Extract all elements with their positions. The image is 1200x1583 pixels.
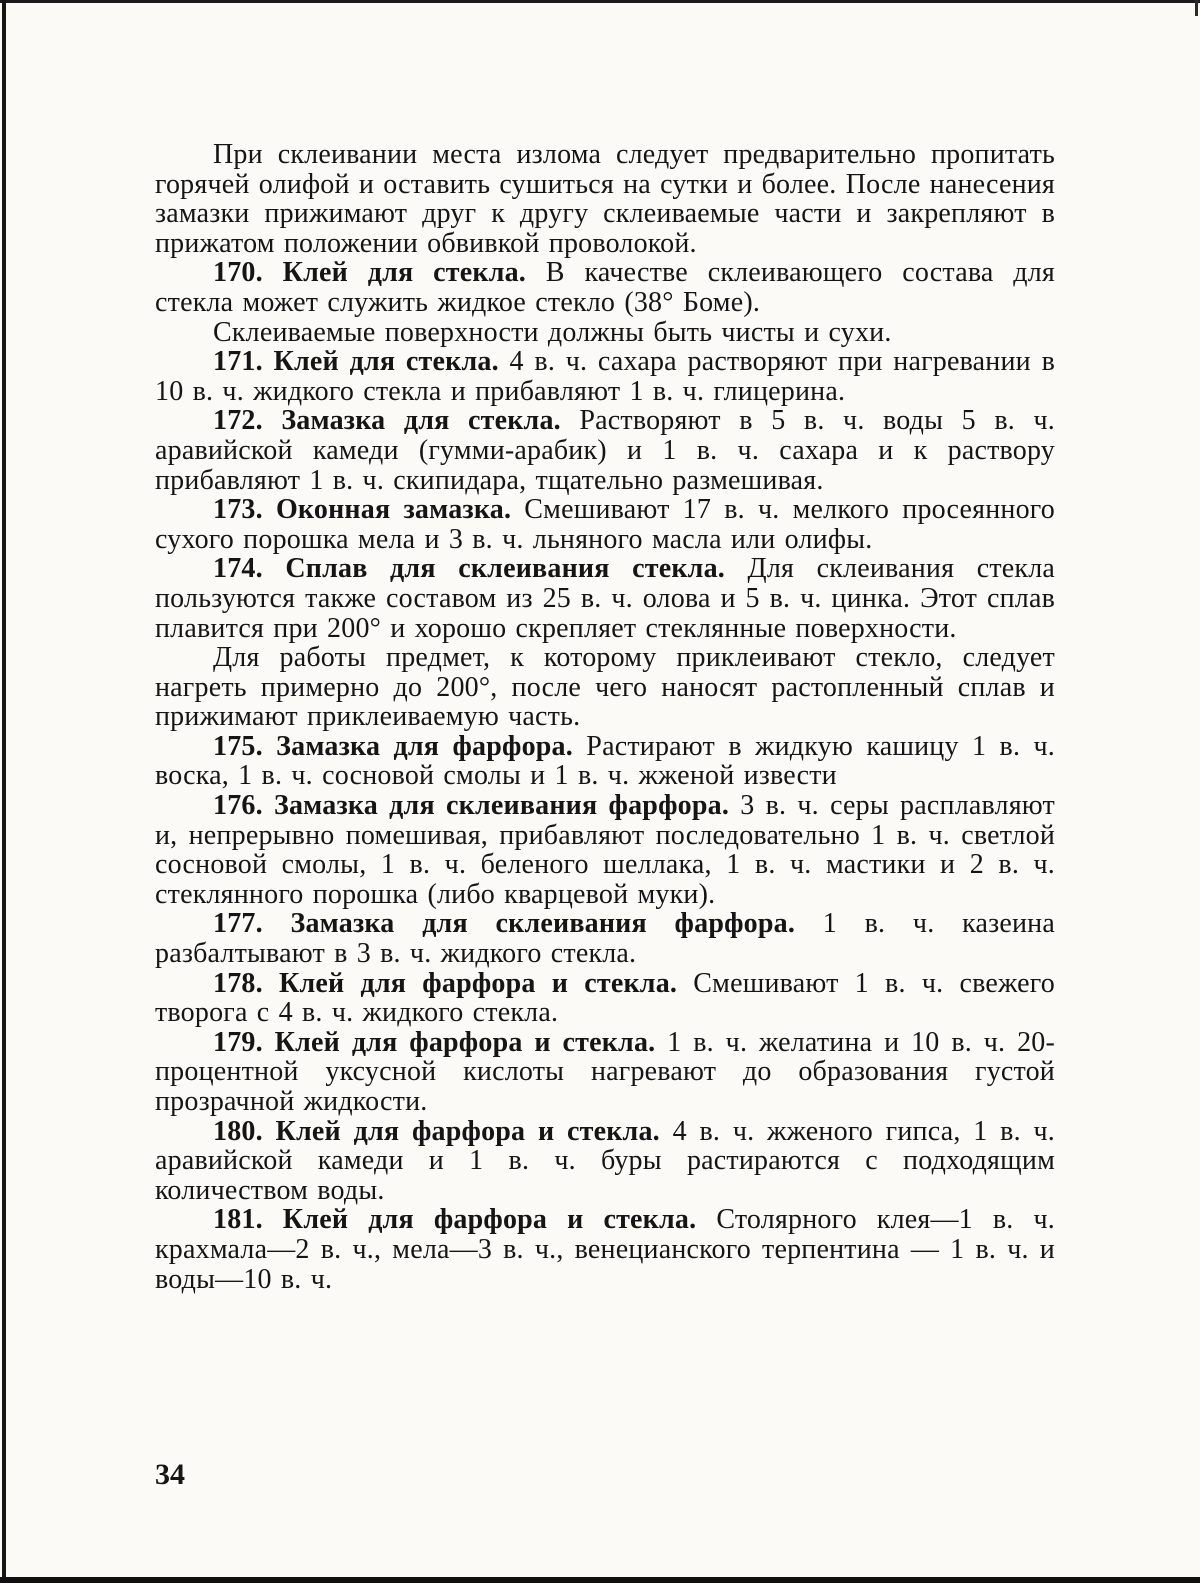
- paragraph-recipe-180: [155, 1117, 1055, 1206]
- paragraph-recipe-172: [155, 406, 1055, 495]
- recipe-heading: 172. Замазка для стекла.: [213, 405, 561, 437]
- recipe-heading: 180. Клей для фарфора и стекла.: [213, 1115, 660, 1147]
- paragraph-recipe-181: [155, 1205, 1055, 1294]
- paragraph-recipe-179: [155, 1028, 1055, 1117]
- recipe-heading: 174. Сплав для склеивания стекла.: [213, 553, 725, 585]
- recipe-heading: 177. Замазка для склеивания фарфора.: [213, 908, 796, 940]
- paragraph-recipe-176: [155, 791, 1055, 909]
- recipe-heading: 170. Клей для стекла.: [213, 257, 527, 289]
- paragraph-intro: [155, 140, 1055, 258]
- page-border-right: [1195, 0, 1198, 16]
- paragraph-recipe-170: [155, 258, 1055, 317]
- paragraph-text: Склеиваемые поверхности должны быть чисты и сухи.: [213, 316, 892, 348]
- paragraph-recipe-173: [155, 495, 1055, 554]
- paragraph-recipe-177: [155, 909, 1055, 968]
- paragraph-text: Для склеивания стекла пользуются также составом из 25 в. ч. олова и 5 в. ч. цинка. Этот сплав плавится при 200° и хорошо скрепляет стеклянные поверхности.: [155, 553, 1055, 644]
- recipe-heading: 179. Клей для фарфора и стекла.: [213, 1026, 656, 1058]
- page-border-bottom: [0, 1577, 1200, 1583]
- page-number: 34: [155, 1458, 185, 1491]
- paragraph-text: 1 в. ч. казеина разбалтывают в 3 в. ч. жидкого стекла.: [155, 908, 1055, 970]
- paragraph-text: Для работы предмет, к которому приклеивают стекло, следует нагреть примерно до 200°, после чего наносят растопленный сплав и прижимают приклеиваемую часть.: [155, 642, 1055, 733]
- recipe-heading: 176. Замазка для склеивания фарфора.: [213, 790, 730, 822]
- paragraph-text: При склеивании места излома следует предварительно пропитать горячей олифой и оставить сушиться на сутки и более. После нанесения замазки прижимают друг к другу склеиваемые части и закрепляют в прижатом положении обвивкой проволокой.: [155, 139, 1056, 259]
- recipe-heading: 181. Клей для фарфора и стекла.: [213, 1204, 697, 1236]
- paragraph-note: [155, 318, 1055, 348]
- recipe-heading: 175. Замазка для фарфора.: [213, 730, 573, 762]
- page-border-left: [2, 0, 6, 1583]
- paragraph-text: 4 в. ч. сахара растворяют при нагревании в 10 в. ч. жидкого стекла и прибавляют 1 в. ч. глицерина.: [155, 346, 1055, 407]
- paragraph-text: Смешивают 17 в. ч. мелкого просеянного сухого порошка мела и 3 в. ч. льняного масла или олифы.: [155, 494, 1055, 555]
- paragraph-text: Растирают в жидкую кашицу 1 в. ч. воска, 1 в. ч. сосновой смолы и 1 в. ч. жженой извести: [155, 730, 1055, 792]
- paragraph-text: В качестве склеивающего состава для стекла может служить жидкое стекло (38° Боме).: [155, 257, 1055, 318]
- recipe-heading: 173. Оконная замазка.: [213, 494, 512, 526]
- paragraph-recipe-178: [155, 969, 1055, 1028]
- paragraph-text: Смешивают 1 в. ч. свежего творога с 4 в. ч. жидкого стекла.: [155, 967, 1055, 1029]
- paragraph-text: 4 в. ч. жженого гипса, 1 в. ч. аравийской камеди и 1 в. ч. буры растираются с подходящим количеством воды.: [155, 1115, 1055, 1206]
- recipe-heading: 178. Клей для фарфора и стекла.: [213, 967, 678, 999]
- paragraph-note-174: [155, 643, 1055, 732]
- paragraph-text: 1 в. ч. желатина и 10 в. ч. 20-процентной уксусной кислоты нагревают до образования густой прозрачной жидкости.: [155, 1026, 1055, 1117]
- page-border-top: [0, 0, 1200, 3]
- paragraph-text: 3 в. ч. серы расплавляют и, непрерывно помешивая, прибавляют последовательно 1 в. ч. светлой сосновой смолы, 1 в. ч. беленого шеллака, 1 в. ч. мастики и 2 в. ч. стеклянного порошка (либо кварцевой муки).: [155, 790, 1055, 910]
- paragraph-recipe-175: [155, 732, 1055, 791]
- paragraph-recipe-171: [155, 347, 1055, 406]
- paragraph-text: Растворяют в 5 в. ч. воды 5 в. ч. аравийской камеди (гумми-арабик) и 1 в. ч. сахара и к раствору прибавляют 1 в. ч. скипидара, тщательно размешивая.: [155, 405, 1055, 496]
- page-text-block: [155, 140, 1055, 1294]
- paragraph-text: Столярного клея—1 в. ч. крахмала—2 в. ч., мела—3 в. ч., венецианского терпентина — 1 в. ч. и воды—10 в. ч.: [155, 1204, 1055, 1295]
- recipe-heading: 171. Клей для стекла.: [213, 346, 499, 378]
- paragraph-recipe-174: [155, 554, 1055, 643]
